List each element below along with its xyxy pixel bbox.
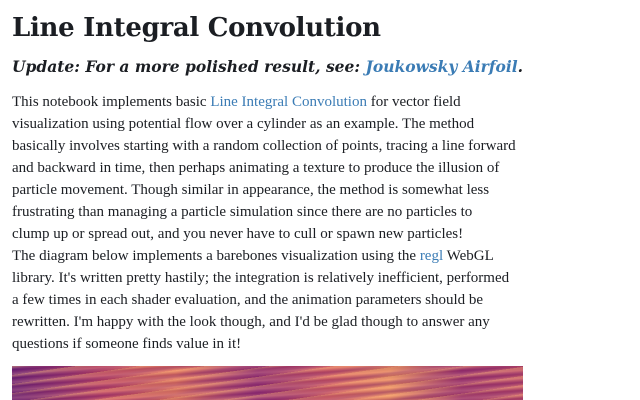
joukowsky-airfoil-link[interactable]: Joukowsky Airfoil — [365, 57, 518, 76]
paragraph-line: and backward in time, then perhaps animating a texture to produce the illusion of — [12, 160, 500, 176]
text-span: This notebook implements basic — [12, 94, 211, 110]
line-integral-convolution-link[interactable]: Line Integral Convolution — [210, 94, 367, 110]
paragraph-line: visualization using potential flow over a cylinder as an example. The method — [12, 116, 475, 132]
regl-link[interactable]: regl — [419, 248, 444, 264]
paragraph-line: rewritten. I'm happy with the look though, and I'd be glad though to answer any — [12, 314, 490, 330]
paragraph-line: basically involves starting with a random collection of points, tracing a line forward — [12, 138, 516, 154]
intro-paragraph — [12, 91, 527, 245]
update-prefix: Update: For a more polished result, see: — [12, 57, 366, 76]
flow-visualization-canvas[interactable] — [12, 366, 523, 400]
text-span: WebGL — [443, 248, 494, 264]
paragraph-line: frustrating than managing a particle simulation since there are no particles to — [12, 204, 473, 220]
update-suffix: . — [517, 57, 524, 76]
paragraph-line — [12, 91, 527, 113]
diagram-description-paragraph — [12, 245, 527, 355]
paragraph-line — [12, 245, 527, 267]
paragraph-line: questions if someone finds value in it! — [12, 336, 242, 352]
paragraph-line: library. It's written pretty hastily; the integration is relatively inefficient, performed — [12, 270, 510, 286]
paragraph-line: particle movement. Though similar in appearance, the method is somewhat less — [12, 182, 490, 198]
paragraph-line: a few times in each shader evaluation, and the animation parameters should be — [12, 292, 484, 308]
text-span: The diagram below implements a barebones visualization using the — [12, 248, 420, 264]
text-span: for vector field — [366, 94, 461, 110]
page-title: Line Integral Convolution — [12, 13, 381, 43]
update-note — [12, 56, 523, 78]
paragraph-line: clump up or spread out, and you never have to cull or spawn new particles! — [12, 226, 464, 242]
